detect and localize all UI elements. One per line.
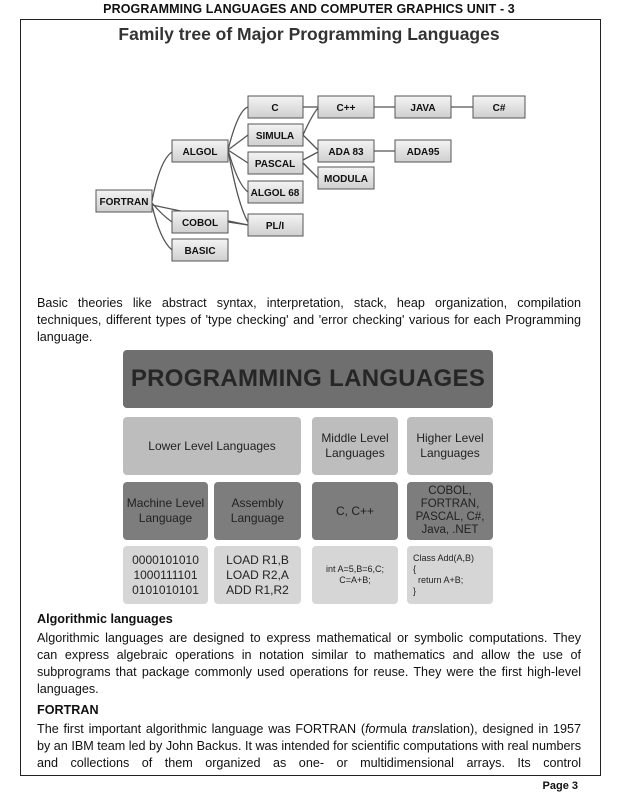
fortran-heading: FORTRAN — [37, 703, 99, 717]
node-csharp: C# — [492, 103, 506, 114]
fortran-text: slation), designed in 1957 by an IBM team led by John Backus. It was intended for scientific computations with real numbers and collections of them organized as one- or multidimensional arrays. Its control — [37, 722, 582, 770]
node-ada95: ADA95 — [406, 147, 440, 158]
fortran-emphasis: for — [365, 722, 380, 736]
node-java: JAVA — [410, 103, 436, 114]
fortran-text: The first important algorithmic language was FORTRAN ( — [37, 722, 366, 736]
middle-code-cell — [312, 546, 398, 604]
higher-code-line: return A+B; — [413, 575, 464, 585]
higher-code-line: { — [413, 564, 417, 574]
family-tree-title: Family tree of Major Programming Languages — [118, 24, 500, 44]
node-simula: SIMULA — [255, 131, 295, 142]
higher-code-line: Class Add(A,B) — [413, 553, 475, 563]
machine-level-cell: Machine Level Language — [123, 482, 208, 540]
algorithmic-paragraph: Algorithmic languages are designed to express mathematical or symbolic computations. They can express algebraic operations in notation similar to mathematics and allow the use of subprograms that package commonly used operations for reuse. They were the first high-level languages. — [37, 631, 581, 696]
page-header: PROGRAMMING LANGUAGES AND COMPUTER GRAPHICS UNIT - 3 — [103, 2, 515, 16]
node-algol68: ALGOL 68 — [250, 188, 300, 199]
node-algol: ALGOL — [182, 147, 218, 158]
assembly-level-cell: Assembly Language — [214, 482, 301, 540]
fortran-text: mula — [379, 722, 412, 736]
page-number: Page 3 — [542, 780, 578, 792]
machine-code-line: 0000101010 — [132, 552, 199, 567]
pl-figure-title: PROGRAMMING LANGUAGES — [123, 350, 493, 408]
node-basic: BASIC — [184, 246, 216, 257]
node-modula: MODULA — [324, 174, 368, 185]
higher-level-cell: Higher Level Languages — [407, 417, 493, 475]
machine-code-line: 1000111101 — [133, 567, 198, 582]
higher-examples-cell: COBOL, FORTRAN, PASCAL, C#, Java, .NET — [407, 482, 493, 540]
higher-code-line: } — [413, 586, 417, 596]
node-c: C — [271, 103, 279, 114]
assembly-code-line: LOAD R2,A — [226, 567, 289, 582]
higher-code-cell — [407, 546, 493, 604]
assembly-code-line: ADD R1,R2 — [226, 582, 289, 597]
node-ada83: ADA 83 — [328, 147, 364, 158]
middle-level-cell: Middle Level Languages — [312, 417, 398, 475]
node-cobol: COBOL — [181, 218, 219, 229]
assembly-code-line: LOAD R1,B — [226, 552, 289, 567]
assembly-code-cell — [214, 546, 301, 604]
node-pli: PL/I — [265, 221, 285, 232]
node-fortran: FORTRAN — [99, 197, 149, 208]
middle-code-line: int A=5,B=6,C; — [325, 564, 385, 574]
node-pascal: PASCAL — [254, 159, 296, 170]
middle-examples-cell: C, C++ — [312, 482, 398, 540]
machine-code-cell — [123, 546, 208, 604]
algorithmic-heading: Algorithmic languages — [37, 612, 173, 626]
fortran-emphasis: tran — [411, 722, 434, 736]
middle-code-line: C=A+B; — [339, 575, 371, 585]
machine-code-line: 0101010101 — [132, 582, 199, 597]
intro-paragraph: Basic theories like abstract syntax, interpretation, stack, heap organization, compilation techniques, different types of 'type checking' and 'error checking' various for each Programming language. — [37, 296, 581, 344]
fortran-paragraph — [37, 721, 581, 772]
lower-level-cell: Lower Level Languages — [123, 417, 301, 475]
node-cpp: C++ — [336, 103, 356, 114]
